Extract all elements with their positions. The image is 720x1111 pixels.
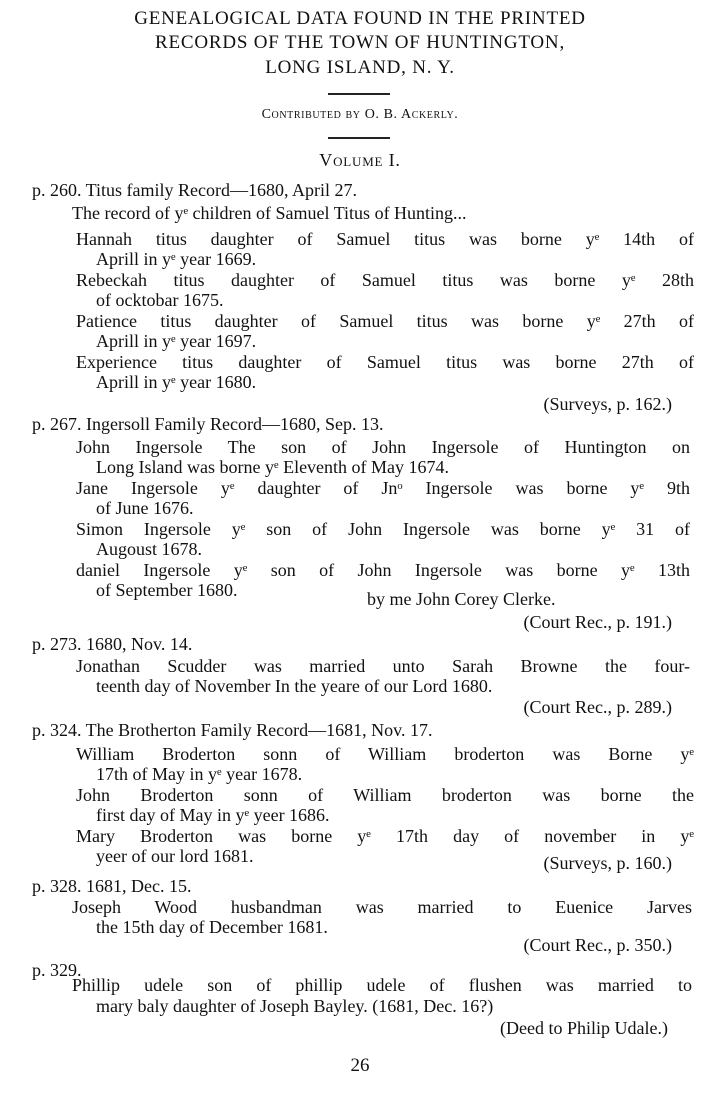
record-line: yeer of our lord 1681. — [96, 846, 254, 866]
entry-heading: p. 329. — [32, 960, 82, 980]
entry-heading: p. 267. Ingersoll Family Record—1680, Sep. 13. — [32, 414, 384, 434]
title-rule — [328, 93, 390, 95]
record-line: Aprill in yᵉ year 1680. — [96, 372, 257, 392]
volume-heading: Volume I. — [319, 150, 401, 170]
record-line: daniel Ingersole yᵉ son of John Ingersole was borne yᵉ 13th — [76, 560, 690, 580]
record-line: John Ingersole The son of John Ingersole of Huntington on — [76, 437, 690, 457]
record-line: Mary Broderton was borne yᵉ 17th day of november in yᵉ — [76, 826, 694, 846]
record-line: Jane Ingersole yᵉ daughter of Jnᵒ Ingersole was borne yᵉ 9th — [76, 478, 690, 498]
page-number: 26 — [350, 1055, 370, 1076]
record-line: Experience titus daughter of Samuel titus was borne 27th of — [76, 352, 694, 372]
title-line-1: GENEALOGICAL DATA FOUND IN THE PRINTED — [134, 8, 586, 29]
record-line: Hannah titus daughter of Samuel titus was borne yᵉ 14th of — [76, 229, 694, 249]
source-citation: (Deed to Philip Udale.) — [500, 1018, 668, 1038]
record-line: Aprill in yᵉ year 1669. — [96, 249, 257, 269]
record-line: of ocktobar 1675. — [96, 290, 224, 310]
entry-intro: The record of yᵉ children of Samuel Titus of Hunting... — [72, 203, 467, 223]
title-line-2: RECORDS OF THE TOWN OF HUNTINGTON, — [154, 32, 566, 53]
record-line: John Broderton sonn of William broderton was borne the — [76, 785, 694, 805]
record-line: Rebeckah titus daughter of Samuel titus was borne yᵉ 28th — [76, 270, 694, 290]
record-line: Augoust 1678. — [96, 539, 203, 559]
clerk-signature: by me John Corey Clerke. — [367, 589, 556, 609]
source-citation: (Surveys, p. 160.) — [543, 853, 672, 873]
record-line: 17th of May in yᵉ year 1678. — [96, 764, 303, 784]
record-line: Jonathan Scudder was married unto Sarah Browne the four- — [76, 656, 690, 676]
source-citation: (Court Rec., p. 191.) — [523, 612, 672, 632]
record-line: of June 1676. — [96, 498, 194, 518]
entry-heading: p. 324. The Brotherton Family Record—1681, Nov. 17. — [32, 720, 433, 740]
record-line: William Broderton sonn of William broderton was Borne yᵉ — [76, 744, 694, 764]
record-line: of September 1680. — [96, 580, 238, 600]
record-line: Phillip udele son of phillip udele of flushen was married to — [72, 975, 692, 995]
record-line: Simon Ingersole yᵉ son of John Ingersole was borne yᵉ 31 of — [76, 519, 690, 539]
record-line: first day of May in yᵉ yeer 1686. — [96, 805, 330, 825]
contributor-rule — [328, 137, 390, 139]
record-line: Patience titus daughter of Samuel titus was borne yᵉ 27th of — [76, 311, 694, 331]
record-line: mary baly daughter of Joseph Bayley. (1681, Dec. 16?) — [96, 996, 494, 1016]
entry-heading: p. 273. 1680, Nov. 14. — [32, 634, 193, 654]
title-line-3: LONG ISLAND, N. Y. — [265, 57, 455, 78]
contributor-line: Contributed by O. B. Ackerly. — [261, 107, 459, 122]
record-line: teenth day of November In the yeare of our Lord 1680. — [96, 676, 493, 696]
record-line: Joseph Wood husbandman was married to Euenice Jarves — [72, 897, 692, 917]
record-line: Aprill in yᵉ year 1697. — [96, 331, 257, 351]
source-citation: (Surveys, p. 162.) — [543, 394, 672, 414]
record-line: the 15th day of December 1681. — [96, 917, 328, 937]
source-citation: (Court Rec., p. 350.) — [523, 935, 672, 955]
entry-heading: p. 260. Titus family Record—1680, April 27. — [32, 180, 358, 200]
entry-heading: p. 328. 1681, Dec. 15. — [32, 876, 192, 896]
record-line: Long Island was borne yᵉ Eleventh of May 1674. — [96, 457, 450, 477]
source-citation: (Court Rec., p. 289.) — [523, 697, 672, 717]
